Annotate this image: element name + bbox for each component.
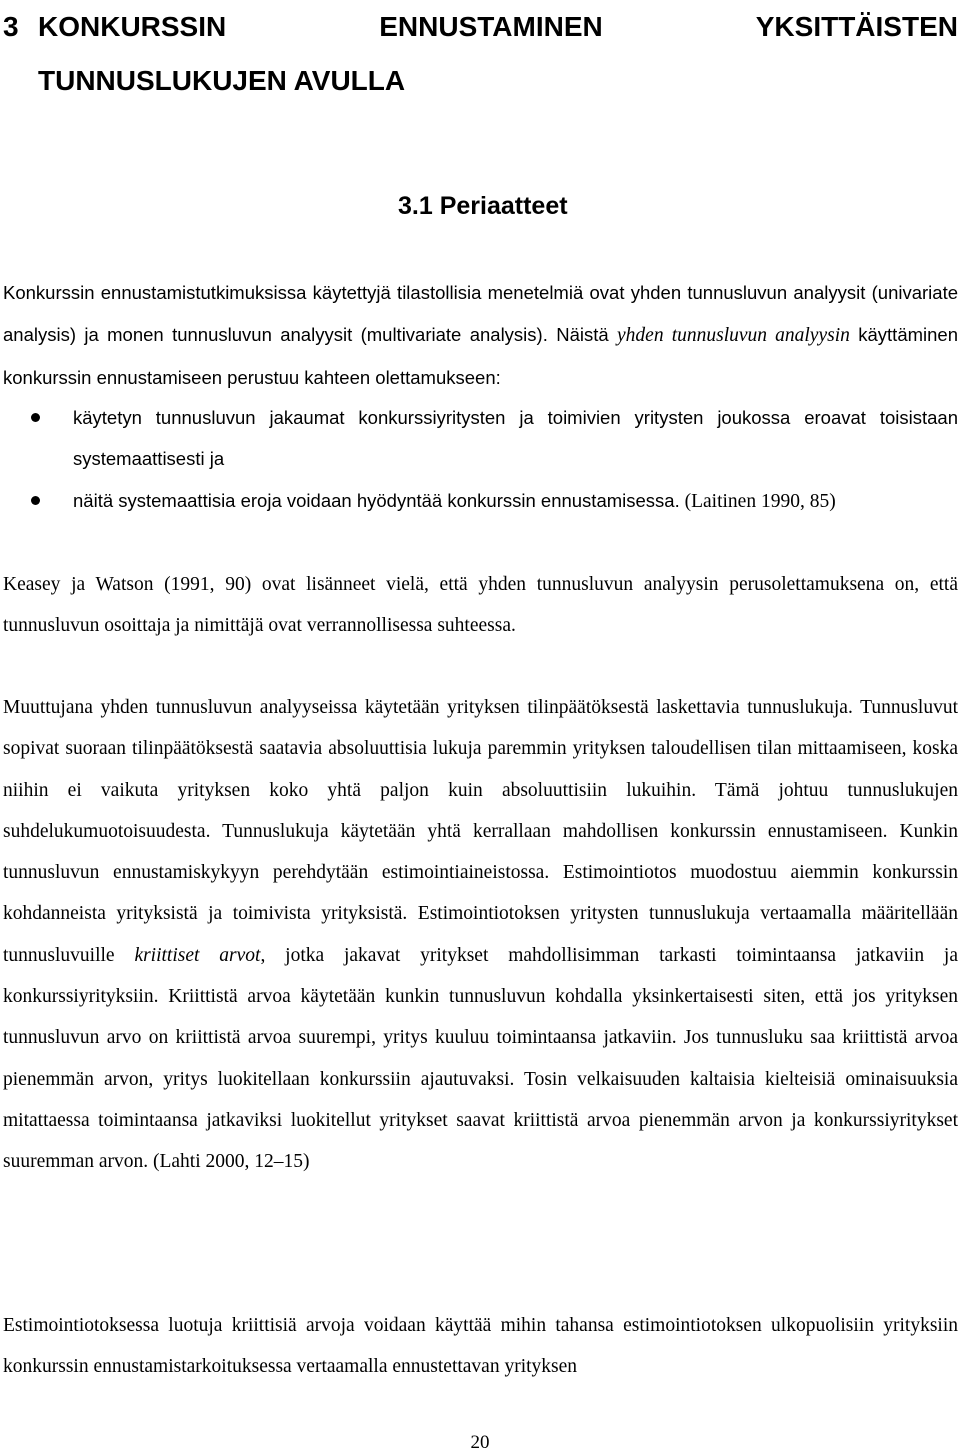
list-item-citation: (Laitinen 1990, 85) (679, 490, 836, 512)
chapter-heading-word-2: ENNUSTAMINEN (379, 11, 603, 42)
list-item (3, 397, 958, 480)
bullet-icon (31, 413, 40, 422)
page-number: 20 (470, 1432, 490, 1453)
chapter-number: 3 (3, 11, 19, 42)
chapter-heading-word-1: KONKURSSIN (38, 11, 227, 42)
paragraph-3 (3, 687, 958, 1183)
list-item-text: käytetyn tunnusluvun jakaumat konkurssiyritysten ja toimivien yritysten joukossa eroavat toisistaan systemaattisesti ja (73, 407, 958, 470)
chapter-heading-line-2: TUNNUSLUKUJEN AVULLA (38, 65, 406, 96)
paragraph-1-text: Konkurssin ennustamistutkimuksissa käytettyjä tilastollisia menetelmiä ovat yhden tunnusluvun analyysit (univariate analysis) ja monen tunnusluvun analyysit (multivariate analysis). Näistä (3, 282, 958, 346)
paragraph-4: Estimointiotoksessa luotuja kriittisiä arvoja voidaan käyttää mihin tahansa estimointiotoksen ulkopuolisiin yrityksiin konkurssin ennustamistarkoituksessa vertaamalla ennustettavan yrityksen (3, 1315, 958, 1378)
paragraph-1-text-end: käyttäminen konkurssin ennustamiseen perustuu kahteen olettamukseen: (3, 324, 958, 388)
chapter-heading-word-3: YKSITTÄISTEN (755, 11, 958, 42)
paragraph-2: Keasey ja Watson (1991, 90) ovat lisänneet vielä, että yhden tunnusluvun analyysin perusolettamuksena on, että tunnusluvun osoittaja ja nimittäjä ovat verrannollisessa suhteessa. (3, 574, 958, 637)
chapter-heading (3, 0, 958, 108)
paragraph-3-italic: kriittiset arvot (134, 944, 261, 966)
paragraph-1-italic: yhden tunnusluvun analyysin (617, 325, 850, 347)
paragraph-1 (3, 272, 958, 399)
list-item-text: näitä systemaattisia eroja voidaan hyödyntää konkurssin ennustamisessa. (73, 489, 680, 511)
list-item (3, 480, 958, 522)
assumption-list (3, 397, 958, 522)
bullet-icon (31, 496, 40, 505)
section-title: 3.1 Periaatteet (398, 192, 568, 220)
paragraph-3-text-end: , jotka jakavat yritykset mahdollisimman tarkasti toimintaansa jatkaviin ja konkurssiyrityksiin. Kriittistä arvoa käytetään kunkin tunnusluvun kohdalla yksinkertaisesti siten, että jos yrityksen tunnusluvun arvo on kriittistä arvoa suurempi, yritys kuuluu toimintaansa jatkaviin. Jos tunnusluku saa kriittistä arvoa pienemmän arvon, yritys luokitellaan konkurssiin ajautuvaksi. Tosin velkaisuuden kaltaisia kielteisiä ominaisuuksia mitattaessa toimintaansa jatkaviksi luokitellut yritykset saavat kriittistä arvoa pienemmän arvon ja konkurssiyritykset suuremman arvon. (Lahti 2000, 12–15) (3, 944, 958, 1173)
paragraph-3-text: Muuttujana yhden tunnusluvun analyyseissa käytetään yrityksen tilinpäätöksestä laskettavia tunnuslukuja. Tunnusluvut sopivat suoraan tilinpäätöksestä saatavia absoluuttisia lukuja paremmin yrityksen taloudellisen tilan mittaamiseen, koska niihin ei vaikuta yrityksen koko yhtä paljon kuin absoluuttisiin lukuihin. Tämä johtuu tunnuslukujen suhdelukumuotoisuudesta. Tunnuslukuja käytetään yhtä kerrallaan mahdollisen konkurssin ennustamiseen. Kunkin tunnusluvun ennustamiskykyyn perehdytään estimointiaineistossa. Estimointiotos muodostuu aiemmin konkurssin kohdanneista yrityksistä ja toimivista yrityksistä. Estimointiotoksen yritysten tunnuslukuja vertaamalla määritellään tunnusluvuille (3, 697, 958, 966)
chapter-heading-line-1 (3, 0, 958, 54)
